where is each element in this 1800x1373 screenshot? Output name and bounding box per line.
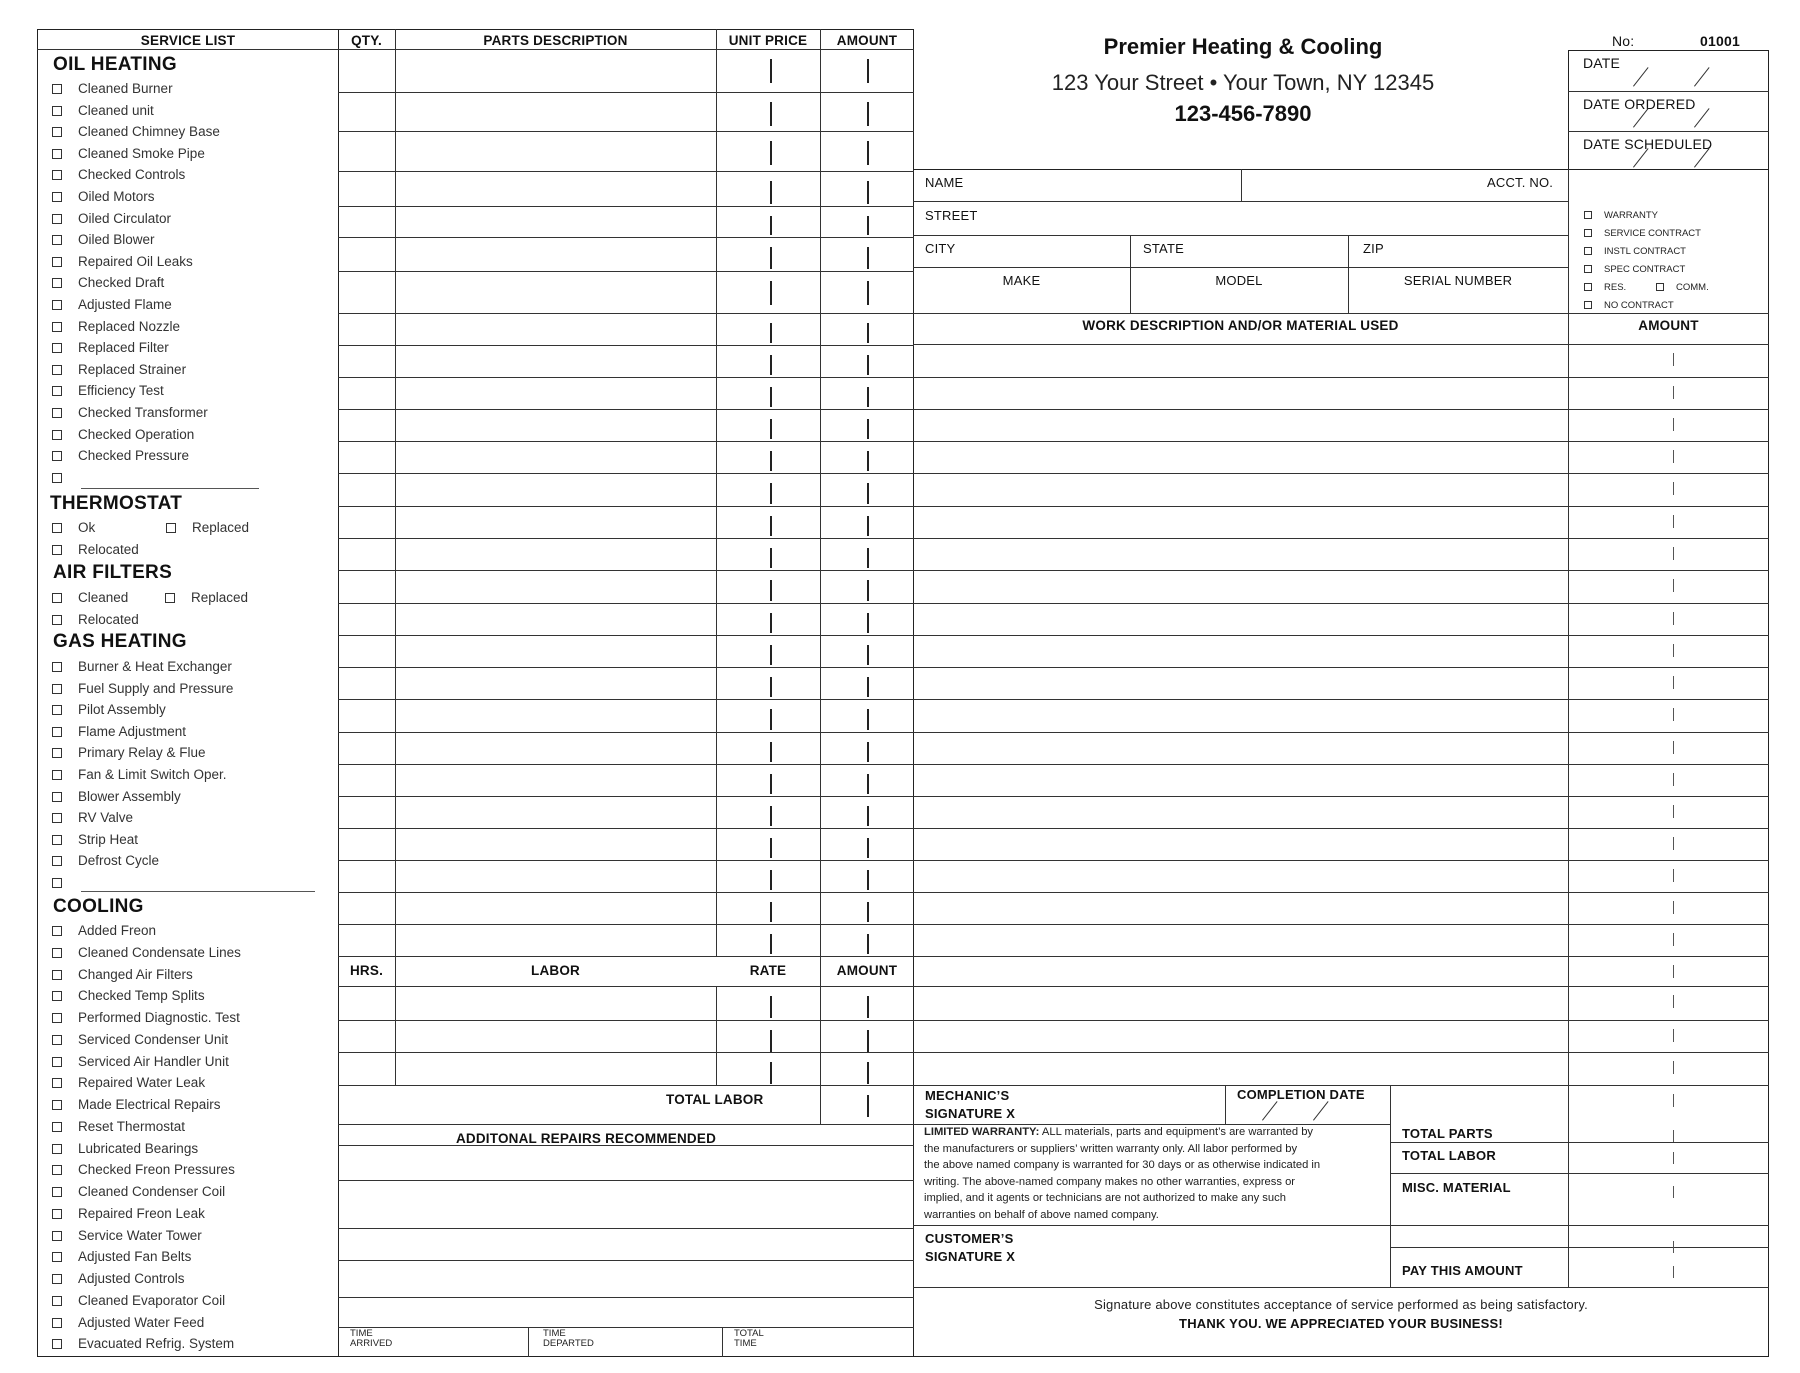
work-amount-tick bbox=[1673, 773, 1674, 786]
parts-row-line bbox=[338, 49, 914, 50]
oil-heating-item-checkbox[interactable]: Cleaned Chimney Base bbox=[52, 124, 220, 139]
parts-row-line bbox=[338, 377, 914, 378]
work-row-line bbox=[913, 635, 1769, 636]
cooling-item-checkbox[interactable]: Cleaned Condensate Lines bbox=[52, 945, 241, 960]
parts-row-line bbox=[338, 892, 914, 893]
work-amount-tick bbox=[1673, 837, 1674, 850]
unit-price-tick bbox=[770, 806, 772, 826]
gas-heating-item-checkbox[interactable]: Flame Adjustment bbox=[52, 724, 186, 739]
parts-row-line bbox=[338, 828, 914, 829]
spec-contract-checkbox[interactable]: SPEC CONTRACT bbox=[1584, 264, 1685, 275]
limited-warranty-lead: LIMITED WARRANTY: bbox=[924, 1126, 1040, 1138]
time-col-line bbox=[722, 1327, 723, 1357]
city-field[interactable]: CITY bbox=[925, 241, 956, 256]
state-field[interactable]: STATE bbox=[1143, 241, 1184, 256]
unit-price-tick bbox=[770, 355, 772, 375]
parts-row-line bbox=[338, 667, 914, 668]
total-parts-label: TOTAL PARTS bbox=[1402, 1126, 1493, 1141]
time-departed-label: TIME DEPARTED bbox=[543, 1328, 594, 1349]
work-row-line bbox=[913, 667, 1769, 668]
cooling-item-checkbox[interactable]: Cleaned Condenser Coil bbox=[52, 1184, 225, 1199]
labor-hrs-header: HRS. bbox=[349, 963, 384, 978]
amount-tick bbox=[867, 709, 869, 730]
parts-row-line bbox=[338, 796, 914, 797]
air-filters-cleaned-checkbox[interactable]: Cleaned bbox=[52, 590, 128, 605]
cooling-item-checkbox[interactable]: Checked Freon Pressures bbox=[52, 1162, 235, 1177]
parts-row-line bbox=[338, 570, 914, 571]
parts-row-line bbox=[338, 92, 914, 93]
cooling-item-checkbox[interactable]: Adjusted Controls bbox=[52, 1271, 185, 1286]
res-checkbox[interactable]: RES. bbox=[1584, 282, 1626, 293]
unit-price-tick bbox=[770, 419, 772, 439]
work-row-line bbox=[913, 1052, 1769, 1053]
unit-price-tick bbox=[770, 323, 772, 343]
amount-tick bbox=[867, 934, 869, 954]
gas-heating-item-checkbox[interactable]: Pilot Assembly bbox=[52, 702, 166, 717]
parts-row-line bbox=[338, 764, 914, 765]
air-filters-relocated-checkbox[interactable]: Relocated bbox=[52, 612, 139, 627]
work-amount-tick bbox=[1673, 995, 1674, 1008]
oil-heating-item-checkbox[interactable]: Checked Draft bbox=[52, 275, 164, 290]
order-number: 01001 bbox=[1700, 33, 1740, 49]
amount-tick bbox=[867, 483, 869, 504]
work-description-header: WORK DESCRIPTION AND/OR MATERIAL USED bbox=[1082, 318, 1399, 333]
labor-rate-tick bbox=[770, 1030, 772, 1052]
parts-row-line bbox=[338, 206, 914, 207]
date-scheduled-field[interactable]: DATE SCHEDULED bbox=[1583, 136, 1713, 152]
work-row-line bbox=[913, 409, 1769, 410]
parts-row-line bbox=[338, 1260, 914, 1261]
work-amount-tick bbox=[1673, 612, 1674, 625]
cooling-item-checkbox[interactable]: Adjusted Fan Belts bbox=[52, 1249, 191, 1264]
work-amount-tick bbox=[1673, 1029, 1674, 1042]
parts-row-line bbox=[338, 1020, 914, 1021]
work-amount-tick bbox=[1673, 869, 1674, 882]
cooling-item-checkbox[interactable]: Service Water Tower bbox=[52, 1228, 202, 1243]
parts-col-line bbox=[716, 29, 717, 956]
oil-heating-item-checkbox[interactable]: Cleaned Burner bbox=[52, 81, 173, 96]
parts-row-line bbox=[338, 1297, 914, 1298]
unit-price-tick bbox=[770, 838, 772, 858]
unit-price-tick bbox=[770, 516, 772, 536]
acct-no-field[interactable]: ACCT. NO. bbox=[1487, 175, 1554, 190]
amount-tick bbox=[867, 645, 869, 665]
gas-heating-item-checkbox[interactable]: Strip Heat bbox=[52, 832, 138, 847]
completion-date-field[interactable]: COMPLETION DATE bbox=[1237, 1087, 1365, 1102]
unit-price-tick bbox=[770, 102, 772, 126]
amount-tick bbox=[867, 838, 869, 858]
work-row-line bbox=[913, 732, 1769, 733]
amount-tick bbox=[867, 580, 869, 601]
labor-amount-header: AMOUNT bbox=[836, 963, 898, 978]
parts-row-line bbox=[338, 1052, 914, 1053]
total-amount-tick bbox=[1673, 1241, 1674, 1253]
street-field[interactable]: STREET bbox=[925, 208, 978, 223]
total-time-label: TOTAL TIME bbox=[734, 1328, 764, 1349]
parts-row-line bbox=[338, 732, 914, 733]
parts-row-line bbox=[338, 1327, 914, 1328]
amount-tick bbox=[867, 141, 869, 165]
oil-heating-title: OIL HEATING bbox=[53, 54, 177, 75]
work-amount-tick bbox=[1673, 644, 1674, 657]
parts-col-line bbox=[395, 29, 396, 1085]
labor-rate-header: RATE bbox=[749, 963, 787, 978]
work-row-line bbox=[913, 699, 1769, 700]
date-field[interactable]: DATE bbox=[1583, 55, 1621, 71]
parts-row-line bbox=[338, 603, 914, 604]
parts-row-line bbox=[338, 1124, 914, 1125]
parts-amount-header: AMOUNT bbox=[836, 33, 898, 48]
parts-row-line bbox=[338, 956, 914, 957]
oil-heating-item-checkbox[interactable]: Replaced Strainer bbox=[52, 362, 186, 377]
gas-heating-item-checkbox[interactable] bbox=[52, 875, 78, 890]
company-address: 123 Your Street • Your Town, NY 12345 bbox=[1051, 70, 1435, 95]
work-amount-tick bbox=[1673, 1061, 1674, 1074]
serial-number-field[interactable]: SERIAL NUMBER bbox=[1403, 273, 1513, 288]
amount-tick bbox=[867, 451, 869, 471]
oil-heating-item-checkbox[interactable]: Checked Pressure bbox=[52, 448, 189, 463]
parts-row-line bbox=[338, 699, 914, 700]
make-field[interactable]: MAKE bbox=[1002, 273, 1041, 288]
work-row-line bbox=[913, 986, 1769, 987]
work-amount-tick bbox=[1673, 547, 1674, 560]
amount-tick bbox=[867, 677, 869, 697]
amount-tick bbox=[867, 59, 869, 83]
unit-price-tick bbox=[770, 247, 772, 269]
amount-tick bbox=[867, 281, 869, 305]
cooling-item-checkbox[interactable]: Repaired Freon Leak bbox=[52, 1206, 205, 1221]
parts-row-line bbox=[338, 986, 914, 987]
work-amount-tick bbox=[1673, 353, 1674, 366]
work-row-line bbox=[913, 924, 1769, 925]
work-amount-tick bbox=[1673, 450, 1674, 463]
gas-heating-title: GAS HEATING bbox=[53, 631, 187, 652]
cooling-item-checkbox[interactable]: Reset Thermostat bbox=[52, 1119, 185, 1134]
work-amount-tick bbox=[1673, 1094, 1674, 1107]
work-row-line bbox=[913, 764, 1769, 765]
gas-heating-item-checkbox[interactable]: Primary Relay & Flue bbox=[52, 745, 206, 760]
work-amount-tick bbox=[1673, 805, 1674, 818]
oil-heating-item-checkbox[interactable]: Checked Transformer bbox=[52, 405, 208, 420]
work-row-line bbox=[913, 603, 1769, 604]
amount-tick bbox=[867, 774, 869, 794]
oil-heating-item-checkbox[interactable]: Oiled Motors bbox=[52, 189, 155, 204]
labor-amount-tick bbox=[867, 1062, 869, 1084]
comm-checkbox[interactable]: COMM. bbox=[1656, 282, 1709, 293]
unit-price-tick bbox=[770, 870, 772, 890]
parts-row-line bbox=[338, 271, 914, 272]
parts-row-line bbox=[338, 1145, 914, 1146]
gas-heating-item-checkbox[interactable]: Defrost Cycle bbox=[52, 853, 159, 868]
thermostat-relocated-checkbox[interactable]: Relocated bbox=[52, 542, 139, 557]
gas-heating-item-checkbox[interactable]: Fuel Supply and Pressure bbox=[52, 681, 233, 696]
work-amount-tick bbox=[1673, 579, 1674, 592]
unit-price-tick bbox=[770, 774, 772, 794]
work-amount-tick bbox=[1673, 708, 1674, 721]
amount-tick bbox=[867, 387, 869, 407]
amount-tick bbox=[867, 742, 869, 762]
unit-price-tick bbox=[770, 677, 772, 697]
zip-field[interactable]: ZIP bbox=[1363, 241, 1384, 256]
amount-tick bbox=[867, 902, 869, 922]
service-list-header: SERVICE LIST bbox=[140, 33, 236, 48]
oil-heating-item-checkbox[interactable]: Checked Operation bbox=[52, 427, 194, 442]
amount-tick bbox=[867, 613, 869, 633]
work-row-line bbox=[913, 570, 1769, 571]
gas-heating-item-checkbox[interactable]: Fan & Limit Switch Oper. bbox=[52, 767, 227, 782]
work-row-line bbox=[913, 473, 1769, 474]
parts-panel bbox=[338, 29, 914, 1357]
gas-heating-item-checkbox[interactable]: Burner & Heat Exchanger bbox=[52, 659, 232, 674]
parts-row-line bbox=[338, 1228, 914, 1229]
instl-contract-checkbox[interactable]: INSTL CONTRACT bbox=[1584, 246, 1686, 257]
oil-heating-item-checkbox[interactable] bbox=[52, 470, 78, 485]
parts-unit-price-header: UNIT PRICE bbox=[728, 33, 808, 48]
date-ordered-field[interactable]: DATE ORDERED bbox=[1583, 96, 1696, 112]
unit-price-tick bbox=[770, 387, 772, 407]
parts-row-line bbox=[338, 538, 914, 539]
labor-rate-tick bbox=[770, 1062, 772, 1084]
amount-tick bbox=[867, 870, 869, 890]
total-labor-tick bbox=[867, 1095, 869, 1117]
labor-amount-tick bbox=[867, 996, 869, 1018]
total-labor-label: TOTAL LABOR bbox=[666, 1092, 764, 1107]
oil-heating-item-checkbox[interactable]: Checked Controls bbox=[52, 167, 185, 182]
labor-header: LABOR bbox=[531, 963, 580, 978]
total-amount-tick bbox=[1673, 1130, 1674, 1142]
amount-tick bbox=[867, 216, 869, 235]
unit-price-tick bbox=[770, 59, 772, 83]
oil-heating-item-checkbox[interactable]: Replaced Nozzle bbox=[52, 319, 180, 334]
total-amount-tick bbox=[1673, 1152, 1674, 1164]
unit-price-tick bbox=[770, 548, 772, 568]
parts-row-line bbox=[338, 635, 914, 636]
unit-price-tick bbox=[770, 181, 772, 204]
work-row-line bbox=[913, 538, 1769, 539]
cooling-item-checkbox[interactable]: Serviced Air Handler Unit bbox=[52, 1054, 229, 1069]
unit-price-tick bbox=[770, 742, 772, 762]
company-name: Premier Heating & Cooling bbox=[1103, 34, 1383, 59]
work-amount-tick bbox=[1673, 515, 1674, 528]
oil-heating-item-checkbox[interactable]: Repaired Oil Leaks bbox=[52, 254, 193, 269]
oil-heating-item-checkbox[interactable]: Oiled Blower bbox=[52, 232, 155, 247]
acceptance-text: Signature above constitutes acceptance of service performed as being satisfactory. bbox=[1094, 1297, 1588, 1312]
labor-rate-tick bbox=[770, 996, 772, 1018]
time-arrived-label: TIME ARRIVED bbox=[350, 1328, 393, 1349]
air-filters-title: AIR FILTERS bbox=[53, 562, 173, 583]
work-row-line bbox=[913, 796, 1769, 797]
amount-tick bbox=[867, 355, 869, 375]
parts-col-line bbox=[820, 29, 821, 1125]
cooling-title: COOLING bbox=[53, 896, 144, 917]
no-contract-checkbox[interactable]: NO CONTRACT bbox=[1584, 300, 1674, 311]
unit-price-tick bbox=[770, 216, 772, 235]
parts-row-line bbox=[338, 313, 914, 314]
work-amount-tick bbox=[1673, 386, 1674, 399]
amount-tick bbox=[867, 548, 869, 568]
cooling-item-checkbox[interactable]: Changed Air Filters bbox=[52, 967, 193, 982]
work-amount-tick bbox=[1673, 933, 1674, 946]
work-row-line bbox=[913, 377, 1769, 378]
additional-repairs-header: ADDITONAL REPAIRS RECOMMENDED bbox=[455, 1131, 717, 1146]
parts-col-line bbox=[716, 986, 717, 1085]
cooling-item-checkbox[interactable]: Added Freon bbox=[52, 923, 156, 938]
gas-heating-item-checkbox[interactable]: Blower Assembly bbox=[52, 789, 181, 804]
oil-heating-item-checkbox[interactable]: Cleaned unit bbox=[52, 103, 154, 118]
mechanic-signature-field[interactable]: MECHANIC’S SIGNATURE X bbox=[925, 1088, 1016, 1121]
unit-price-tick bbox=[770, 281, 772, 305]
work-row-line bbox=[913, 506, 1769, 507]
parts-row-line bbox=[338, 237, 914, 238]
amount-tick bbox=[867, 516, 869, 536]
thank-you-text: THANK YOU. WE APPRECIATED YOUR BUSINESS! bbox=[1179, 1316, 1503, 1331]
thermostat-title: THERMOSTAT bbox=[50, 493, 183, 514]
work-amount-tick bbox=[1673, 741, 1674, 754]
cooling-item-checkbox[interactable]: Made Electrical Repairs bbox=[52, 1097, 221, 1112]
oil-heating-item-checkbox[interactable]: Replaced Filter bbox=[52, 340, 169, 355]
parts-row-line bbox=[338, 473, 914, 474]
air-filters-replaced-checkbox[interactable]: Replaced bbox=[165, 590, 248, 605]
cooling-item-checkbox[interactable]: Checked Temp Splits bbox=[52, 988, 205, 1003]
work-amount-tick bbox=[1673, 965, 1674, 978]
work-amount-tick bbox=[1673, 482, 1674, 495]
oil-heating-item-checkbox[interactable]: Cleaned Smoke Pipe bbox=[52, 146, 205, 161]
work-row-line bbox=[913, 828, 1769, 829]
cooling-item-checkbox[interactable]: Repaired Water Leak bbox=[52, 1075, 205, 1090]
parts-row-line bbox=[338, 506, 914, 507]
work-row-line bbox=[913, 441, 1769, 442]
customer-signature-field[interactable]: CUSTOMER’S SIGNATURE X bbox=[925, 1231, 1016, 1264]
unit-price-tick bbox=[770, 934, 772, 954]
parts-row-line bbox=[338, 441, 914, 442]
work-row-line bbox=[913, 860, 1769, 861]
work-amount-header: AMOUNT bbox=[1638, 318, 1699, 333]
work-amount-tick bbox=[1673, 901, 1674, 914]
order-no-label: No: bbox=[1612, 33, 1635, 49]
parts-description-header: PARTS DESCRIPTION bbox=[483, 33, 628, 48]
unit-price-tick bbox=[770, 709, 772, 730]
work-row-line bbox=[913, 892, 1769, 893]
parts-row-line bbox=[338, 345, 914, 346]
parts-row-line bbox=[338, 1085, 914, 1086]
work-row-line bbox=[913, 956, 1769, 957]
pay-this-amount-label: PAY THIS AMOUNT bbox=[1402, 1263, 1523, 1278]
work-row-line bbox=[913, 1020, 1769, 1021]
cooling-item-checkbox[interactable]: Serviced Condenser Unit bbox=[52, 1032, 228, 1047]
total-amount-tick bbox=[1673, 1266, 1674, 1278]
work-amount-tick bbox=[1673, 676, 1674, 689]
amount-tick bbox=[867, 247, 869, 269]
parts-row-line bbox=[338, 860, 914, 861]
company-phone: 123-456-7890 bbox=[1174, 101, 1312, 126]
unit-price-tick bbox=[770, 483, 772, 504]
gas-heating-item-checkbox[interactable]: RV Valve bbox=[52, 810, 133, 825]
service-contract-checkbox[interactable]: SERVICE CONTRACT bbox=[1584, 228, 1701, 239]
parts-row-line bbox=[338, 409, 914, 410]
oil-heating-item-checkbox[interactable]: Efficiency Test bbox=[52, 383, 164, 398]
cooling-item-checkbox[interactable]: Performed Diagnostic. Test bbox=[52, 1010, 240, 1025]
amount-tick bbox=[867, 419, 869, 439]
oil-heating-item-checkbox[interactable]: Adjusted Flame bbox=[52, 297, 172, 312]
parts-row-line bbox=[338, 171, 914, 172]
amount-tick bbox=[867, 806, 869, 826]
unit-price-tick bbox=[770, 902, 772, 922]
amount-tick bbox=[867, 181, 869, 204]
amount-tick bbox=[867, 102, 869, 126]
name-field[interactable]: NAME bbox=[925, 175, 964, 190]
model-field[interactable]: MODEL bbox=[1215, 273, 1263, 288]
limited-warranty-text: LIMITED WARRANTY: ALL materials, parts and equipment’s are warranted by the manufacturers or suppliers’ written warranty only. All labor performed by the above named company is warranted for 30 days or as otherwise indicated in writing. The above-named company makes no other warranties, express or implied, and it agents or technicians are not authorized to make any such warranties on behalf of above named company. bbox=[924, 1126, 1321, 1221]
parts-row-line bbox=[338, 924, 914, 925]
time-col-line bbox=[528, 1327, 529, 1357]
cooling-item-checkbox[interactable]: Cleaned Evaporator Coil bbox=[52, 1293, 225, 1308]
amount-tick bbox=[867, 323, 869, 343]
cooling-item-checkbox[interactable]: Lubricated Bearings bbox=[52, 1141, 198, 1156]
thermostat-replaced-checkbox[interactable]: Replaced bbox=[166, 520, 249, 535]
parts-row-line bbox=[338, 131, 914, 132]
unit-price-tick bbox=[770, 645, 772, 665]
unit-price-tick bbox=[770, 451, 772, 471]
warranty-checkbox[interactable]: WARRANTY bbox=[1584, 210, 1658, 221]
unit-price-tick bbox=[770, 613, 772, 633]
oil-heating-item-checkbox[interactable]: Oiled Circulator bbox=[52, 211, 171, 226]
total-labor-summary-label: TOTAL LABOR bbox=[1402, 1148, 1496, 1163]
parts-row-line bbox=[338, 1180, 914, 1181]
cooling-item-checkbox[interactable]: Adjusted Water Feed bbox=[52, 1315, 204, 1330]
unit-price-tick bbox=[770, 580, 772, 601]
work-amount-tick bbox=[1673, 418, 1674, 431]
parts-qty-header: QTY. bbox=[351, 33, 382, 48]
total-amount-tick bbox=[1673, 1186, 1674, 1198]
cooling-item-checkbox[interactable]: Evacuated Refrig. System bbox=[52, 1336, 234, 1351]
thermostat-ok-checkbox[interactable]: Ok bbox=[52, 520, 95, 535]
misc-material-label: MISC. MATERIAL bbox=[1402, 1180, 1511, 1195]
labor-amount-tick bbox=[867, 1030, 869, 1052]
unit-price-tick bbox=[770, 141, 772, 165]
